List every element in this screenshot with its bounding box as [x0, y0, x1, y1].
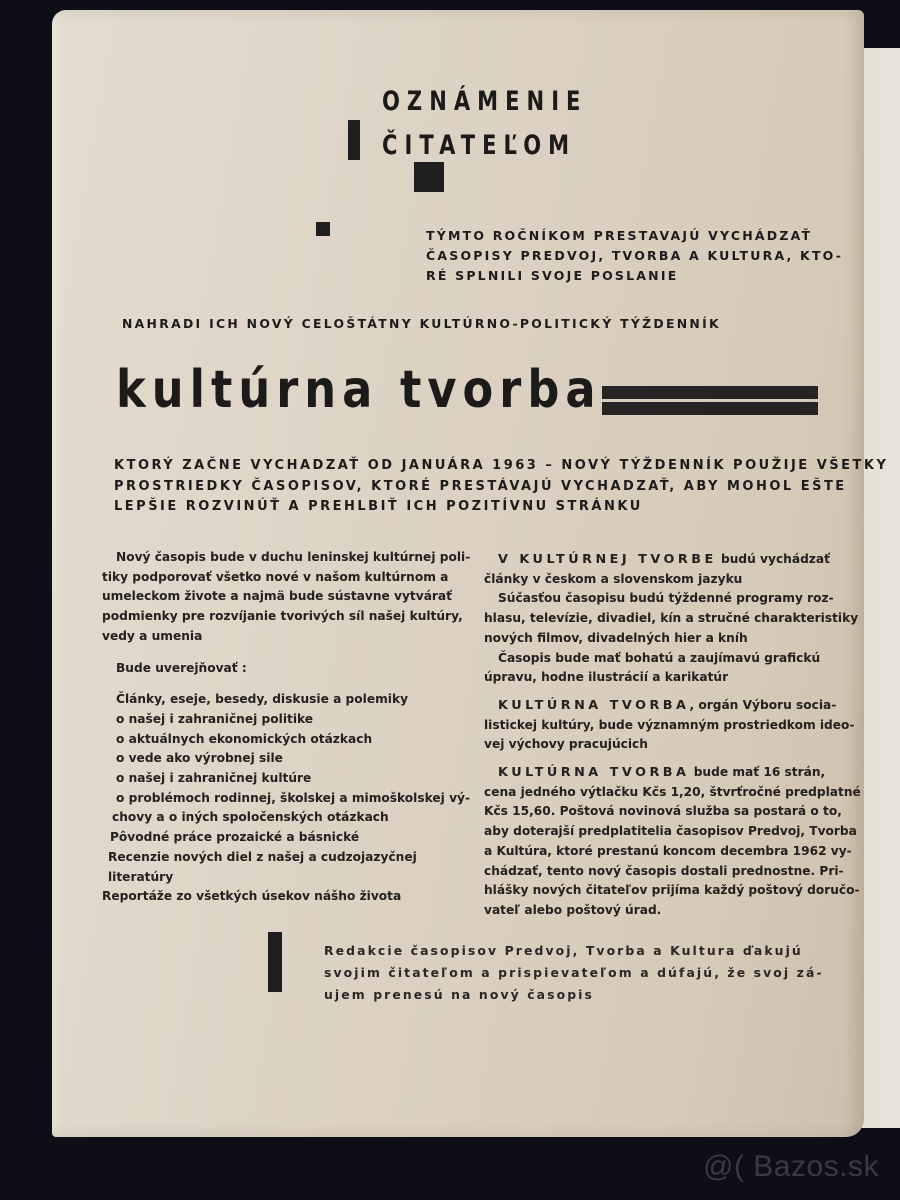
body-line: vateľ alebo poštový úrad. — [484, 902, 662, 917]
decorative-bar-vertical — [348, 120, 360, 160]
body-line: Časopis bude mať bohatú a zaujímavú grafickú — [498, 650, 821, 665]
replacement-line: NAHRADI ICH NOVÝ CELOŠTÁTNY KULTÚRNO-POLITICKÝ TÝŽDENNÍK — [122, 316, 721, 331]
intro-announcement — [426, 226, 843, 286]
closing-line: Redakcie časopisov Predvoj, Tvorba a Kultura ďakujú — [324, 943, 803, 958]
left-column — [102, 548, 474, 907]
lead-line: PROSTRIEDKY ČASOPISOV, KTORÉ PRESTÁVAJÚ VYCHADZAŤ, ABY MOHOL EŠTE — [114, 478, 847, 494]
body-text: bude mať 16 strán, — [689, 765, 826, 780]
body-line: tiky podporovať všetko nové v našom kultúrnom a — [102, 569, 449, 584]
body-line: Súčasťou časopisu budú týždenné programy roz- — [498, 591, 834, 606]
body-line: Kčs 15,60. Poštová novinová služba sa postará o to, — [484, 804, 842, 819]
body-line: cena jedného výtlačku Kčs 1,20, štvrťročné predplatné — [484, 784, 861, 799]
document-page — [52, 10, 889, 1137]
body-line: Nový časopis bude v duchu leninskej kultúrnej poli- — [116, 550, 471, 564]
body-line: listickej kultúry, bude významným prostriedkom ideo- — [484, 717, 855, 732]
lead-line: LEPŠIE ROZVINÚŤ A PREHLBIŤ ICH POZITÍVNU STRÁNKU — [114, 499, 643, 514]
emphasis-caps: KULTÚRNA TVORBA — [498, 697, 690, 713]
list-item: Recenzie nových diel z našej a cudzojazyčnej — [108, 849, 417, 864]
body-line: chádzať, tento nový časopis dostali prednostne. Pri- — [484, 863, 844, 878]
body-line: podmienky pre rozvíjanie tvorivých síl našej kultúry, — [102, 609, 463, 624]
masthead-title: kultúrna tvorba — [116, 360, 602, 420]
list-item: Články, eseje, besedy, diskusie a polemiky — [116, 692, 409, 707]
body-line: vej výchovy pracujúcich — [484, 737, 648, 752]
body-line: umeleckom živote a najmä bude sústavne vytvárať — [102, 589, 452, 604]
body-line: aby doterajší predplatitelia časopisov Predvoj, Tvorba — [484, 824, 857, 839]
list-item: literatúry — [108, 869, 174, 884]
lead-line: KTORÝ ZAČNE VYCHADZAŤ OD JANUÁRA 1963 – NOVÝ TÝŽDENNÍK POUŽIJE VŠETKY — [114, 458, 889, 473]
emphasis-caps: V KULTÚRNEJ TVORBE — [498, 552, 717, 567]
body-line: hlášky nových čitateľov prijíma každý poštový doručo- — [484, 883, 860, 898]
body-line: nových filmov, divadelných hier a kníh — [484, 630, 748, 645]
emphasis-caps: KULTÚRNA TVORBA — [498, 765, 690, 781]
body-line: úpravu, hodne ilustrácií a karikatúr — [484, 670, 729, 685]
closing-line: ujem prenesú na nový časopis — [324, 987, 594, 1002]
closing-line: svojim čitateľom a prispievateľom a dúfajú, že svoj zá- — [324, 965, 824, 980]
intro-line: ČASOPISY PREDVOJ, TVORBA A KULTURA, KTO- — [426, 248, 844, 263]
decorative-square-1 — [414, 162, 444, 192]
heading-line-1: OZNÁMENIE — [382, 86, 588, 117]
list-item: o problémoch rodinnej, školskej a mimoškolskej vý- — [116, 790, 471, 805]
decorative-bar-closing — [268, 932, 282, 992]
body-line: a Kultúra, ktoré prestanú koncom decembra 1962 vy- — [484, 843, 852, 858]
body-line: hlasu, televízie, divadiel, kín a stručné charakteristiky — [484, 611, 859, 626]
body-line: vedy a umenia — [102, 628, 203, 643]
body-line: články v českom a slovenskom jazyku — [484, 571, 743, 586]
heading-line-2: ČITATEĽOM — [382, 130, 577, 161]
list-item: o vede ako výrobnej sile — [116, 751, 283, 766]
body-text: budú vychádzať — [716, 552, 830, 566]
list-heading: Bude uverejňovať : — [116, 660, 247, 675]
list-item: Pôvodné práce prozaické a básnické — [110, 830, 360, 845]
right-column — [484, 550, 861, 921]
list-item: o našej i zahraničnej politike — [116, 711, 314, 726]
closing-note — [324, 940, 824, 1006]
intro-line: TÝMTO ROČNÍKOM PRESTAVAJÚ VYCHÁDZAŤ — [426, 228, 813, 243]
list-item: o našej i zahraničnej kultúre — [116, 771, 312, 786]
decorative-square-2 — [316, 222, 330, 236]
list-item: chovy a o iných spoločenských otázkach — [112, 810, 389, 825]
watermark-logo: @( Bazos.sk — [703, 1150, 879, 1183]
list-item: Reportáže zo všetkých úsekov nášho života — [102, 889, 402, 904]
lead-paragraph — [114, 456, 888, 518]
intro-line: RÉ SPLNILI SVOJE POSLANIE — [426, 268, 679, 283]
list-item: o aktuálnych ekonomických otázkach — [116, 731, 373, 746]
masthead-bar-top — [602, 386, 818, 399]
masthead-bar-bottom — [602, 402, 818, 415]
body-text: , orgán Výboru socia- — [689, 697, 837, 712]
